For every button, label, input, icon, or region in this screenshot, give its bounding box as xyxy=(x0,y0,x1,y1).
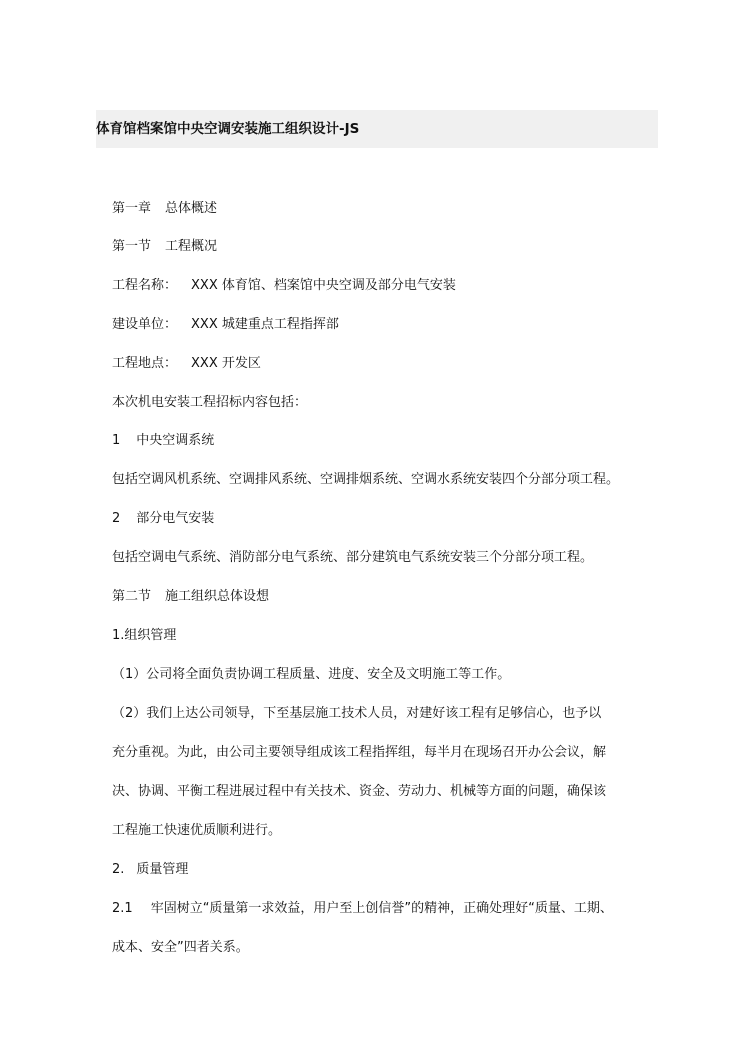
quality-paragraph-number: 2.1 xyxy=(112,901,133,916)
chapter-number: 第一章 xyxy=(112,201,152,216)
chapter-name: 总体概述 xyxy=(165,201,218,216)
item-2-number: 2 xyxy=(112,511,121,526)
section-name: 施工组织总体设想 xyxy=(165,589,270,604)
item-1-description: 包括空调风机系统、空调排风系统、空调排烟系统、空调水系统安装四个分部分项工程。 xyxy=(112,472,620,487)
org-mgmt-paragraph-2-line: 工程施工快速优质顺利进行。 xyxy=(112,823,282,838)
item-2-heading xyxy=(112,509,214,529)
org-mgmt-paragraph-2-line: 决、协调、平衡工程进展过程中有关技术、资金、劳动力、机械等方面的问题，确保该 xyxy=(112,784,607,799)
project-name-value: XXX 体育馆、档案馆中央空调及部分电气安装 xyxy=(191,278,456,293)
scope-intro: 本次机电安装工程招标内容包括： xyxy=(112,395,308,410)
quality-paragraph-text: 牢固树立“质量第一求效益，用户至上创信誉”的精神，正确处理好“质量、工期、 xyxy=(150,901,613,916)
quality-mgmt-name: 质量管理 xyxy=(136,862,189,877)
builder-value: XXX 城建重点工程指挥部 xyxy=(191,317,339,332)
location-row xyxy=(112,354,261,374)
quality-paragraph-line xyxy=(112,899,613,919)
org-mgmt-paragraph-2-line: 充分重视。为此，由公司主要领导组成该工程指挥组，每半月在现场召开办公会议，解 xyxy=(112,745,607,760)
location-value: XXX 开发区 xyxy=(191,356,261,371)
project-name-label: 工程名称： xyxy=(112,278,178,293)
org-mgmt-paragraph-1: （1）公司将全面负责协调工程质量、进度、安全及文明施工等工作。 xyxy=(112,667,511,682)
section-heading-2 xyxy=(112,587,269,607)
quality-paragraph-line: 成本、安全”四者关系。 xyxy=(112,940,249,955)
item-1-name: 中央空调系统 xyxy=(136,433,215,448)
section-number: 第一节 xyxy=(112,239,152,254)
location-label: 工程地点： xyxy=(112,356,178,371)
section-heading-1 xyxy=(112,237,217,257)
chapter-heading xyxy=(112,199,217,219)
quality-mgmt-heading xyxy=(112,860,188,880)
item-1-heading xyxy=(112,431,214,451)
section-number: 第二节 xyxy=(112,589,152,604)
item-2-name: 部分电气安装 xyxy=(136,511,215,526)
project-name-row xyxy=(112,276,456,296)
document-title: 体育馆档案馆中央空调安装施工组织设计-JS xyxy=(96,121,360,137)
quality-mgmt-number: 2. xyxy=(112,862,125,877)
item-1-number: 1 xyxy=(112,433,121,448)
section-name: 工程概况 xyxy=(165,239,218,254)
org-mgmt-paragraph-2-line: （2）我们上达公司领导，下至基层施工技术人员，对建好该工程有足够信心，也予以 xyxy=(112,706,602,721)
org-mgmt-heading: 1.组织管理 xyxy=(112,628,177,643)
item-2-description: 包括空调电气系统、消防部分电气系统、部分建筑电气系统安装三个分部分项工程。 xyxy=(112,550,594,565)
builder-row xyxy=(112,315,339,335)
builder-label: 建设单位： xyxy=(112,317,178,332)
